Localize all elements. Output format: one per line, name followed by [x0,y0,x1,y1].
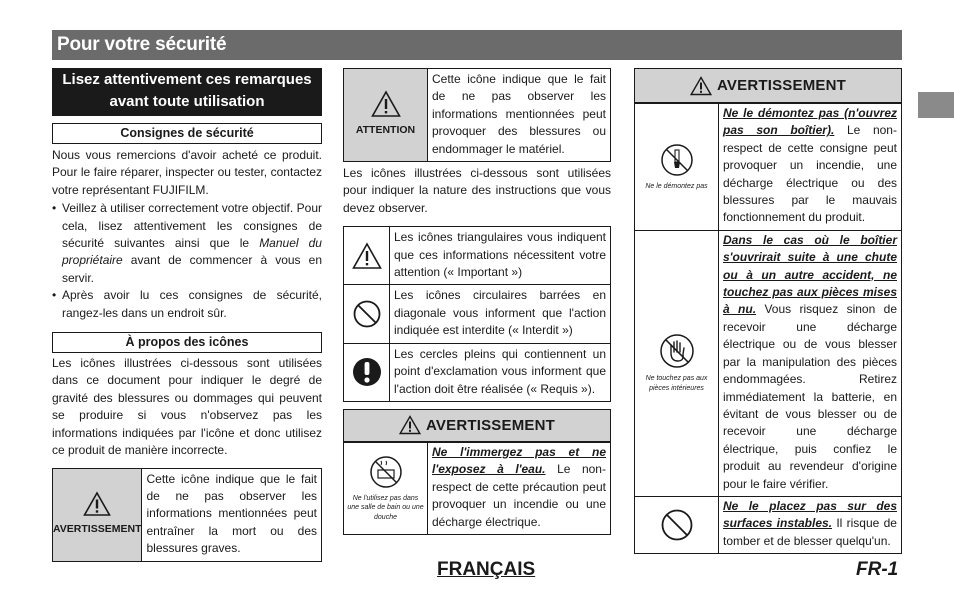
warning-legend-icon-cell [53,469,142,561]
warning-triangle-icon [690,76,712,96]
warning-label: AVERTISSEMENT [53,522,142,535]
warning-legend-text: Cette icône indique que le fait de ne pas observer les informations mentionnées peut entraîner la mort ou des blessures graves. [146,471,317,556]
warning-legend-box [52,468,322,562]
symbol-row-prohibited [344,284,610,342]
symbol-legend-table [343,226,611,402]
intro-paragraph: Nous vous remercions d'avoir acheté ce produit. Pour le faire réparer, inspecter ou tester, contactez votre représentant FUJIFILM. [52,148,322,197]
bullet-item: • Après avoir lu ces consignes de sécurité, rangez-les dans un endroit sûr. [52,287,322,322]
attention-legend-icon-cell [344,69,428,161]
warning-row-text: Ne le placez pas sur des surfaces instables. Il risque de tomber et de blesser quelqu'un. [723,498,897,548]
symbol-row-important [344,227,610,284]
warning-title: AVERTISSEMENT [716,76,846,94]
attention-legend-box [343,68,611,162]
warning-title: AVERTISSEMENT [425,416,555,434]
attention-label: ATTENTION [355,124,416,137]
language-tab-marker [918,92,954,118]
language-label: FRANÇAIS [437,559,536,580]
warning-row-text: Ne le démontez pas (n'ouvrez pas son boîtier). Le non-respect de cette consigne peut provoquer un incendie, une décharge électrique ou des blessures par le mauvais fonctionnement du produit. [723,106,897,225]
safety-bullets [52,200,322,322]
icons-paragraph: Les icônes illustrées ci-dessous sont utilisées dans ce document pour indiquer le degré de gravité des blessures ou dommages qui peuvent se produire si vous n'observez pas les informations indiquées par l'icône et donc utilisez ce produit de manière incorrecte. [52,356,322,458]
prohibited-circle-icon [352,299,382,329]
no-water-icon [369,455,403,489]
column-left [52,68,322,562]
symbol-text: Les icônes circulaires barrées en diagonale vous informent que l'action indiquée est interdite (« Interdit ») [394,288,606,338]
column-middle [343,68,611,535]
icon-caption: Ne le démontez pas [645,182,708,190]
icon-caption: Ne touchez pas aux pièces intérieures [645,375,708,392]
bullet-item: • Veillez à utiliser correctement votre objectif. Pour cela, lisez attentivement les consignes de sécurité suivantes ainsi que le Manuel du propriétaire avant de commencer à vous en servir. [52,200,322,287]
warning-row [344,442,610,534]
no-touch-hand-icon [659,333,695,369]
triangle-exclamation-icon [352,242,382,270]
warning-triangle-icon [83,491,111,517]
attention-legend-text: Cette icône indique que le fait de ne pas observer les informations mentionnées peut provoquer des blessures ou endommager le matériel. [432,72,606,156]
page-number: FR-1 [856,559,899,580]
filled-exclamation-circle-icon [351,356,383,388]
warning-header [344,410,610,442]
symbol-text: Les cercles pleins qui contiennent un point d'exclamation vous informent que l'action doit être réalisée (« Requis »). [394,346,606,396]
warning-row-internal-parts [635,230,901,496]
about-icons-heading: À propos des icônes [52,332,322,353]
warning-table-main [634,68,902,554]
page-title: Pour votre sécurité [52,30,902,60]
attention-triangle-icon [371,90,401,118]
column-right [634,68,902,554]
symbol-text: Les icônes triangulaires vous indiquent que ces informations nécessitent votre attention (« Important ») [394,230,606,280]
warning-triangle-icon [399,415,421,435]
manual-title: Manuel du propriétaire [62,236,322,268]
icon-caption: Ne l'utilisez pas dans une salle de bain ou une douche [347,494,424,521]
warning-table-water [343,409,611,535]
safety-instructions-heading: Consignes de sécurité [52,123,322,144]
no-disassembly-icon [660,143,694,177]
prohibited-circle-icon [660,508,694,542]
warning-row-disassemble [635,103,901,230]
symbols-intro: Les icônes illustrées ci-dessous sont utilisées pour indiquer la nature des instructions que vous devez observer. [343,166,611,215]
warning-row-text: Ne l'immergez pas et ne l'exposez à l'eau. Le non-respect de cette précaution peut provoquer un incendie ou une décharge électrique. [432,444,606,529]
warning-row-unstable-surface [635,496,901,553]
section-header: Lisez attentivement ces remarques avant toute utilisation [52,68,322,116]
warning-header [635,69,901,103]
warning-row-text: Dans le cas où le boîtier s'ouvrirait suite à une chute ou à un autre accident, ne touchez pas aux pièces mises à nu. Vous risquez sinon de recevoir une décharge électrique ou de vous blesser par la manipulation des pièces endommagées. Retirez immédiatement la batterie, en évitant de vous blesser ou de recevoir une décharge électrique, puis confiez le produit au revendeur d'origine pour le faire vérifier. [723,232,897,491]
symbol-row-required [344,343,610,401]
